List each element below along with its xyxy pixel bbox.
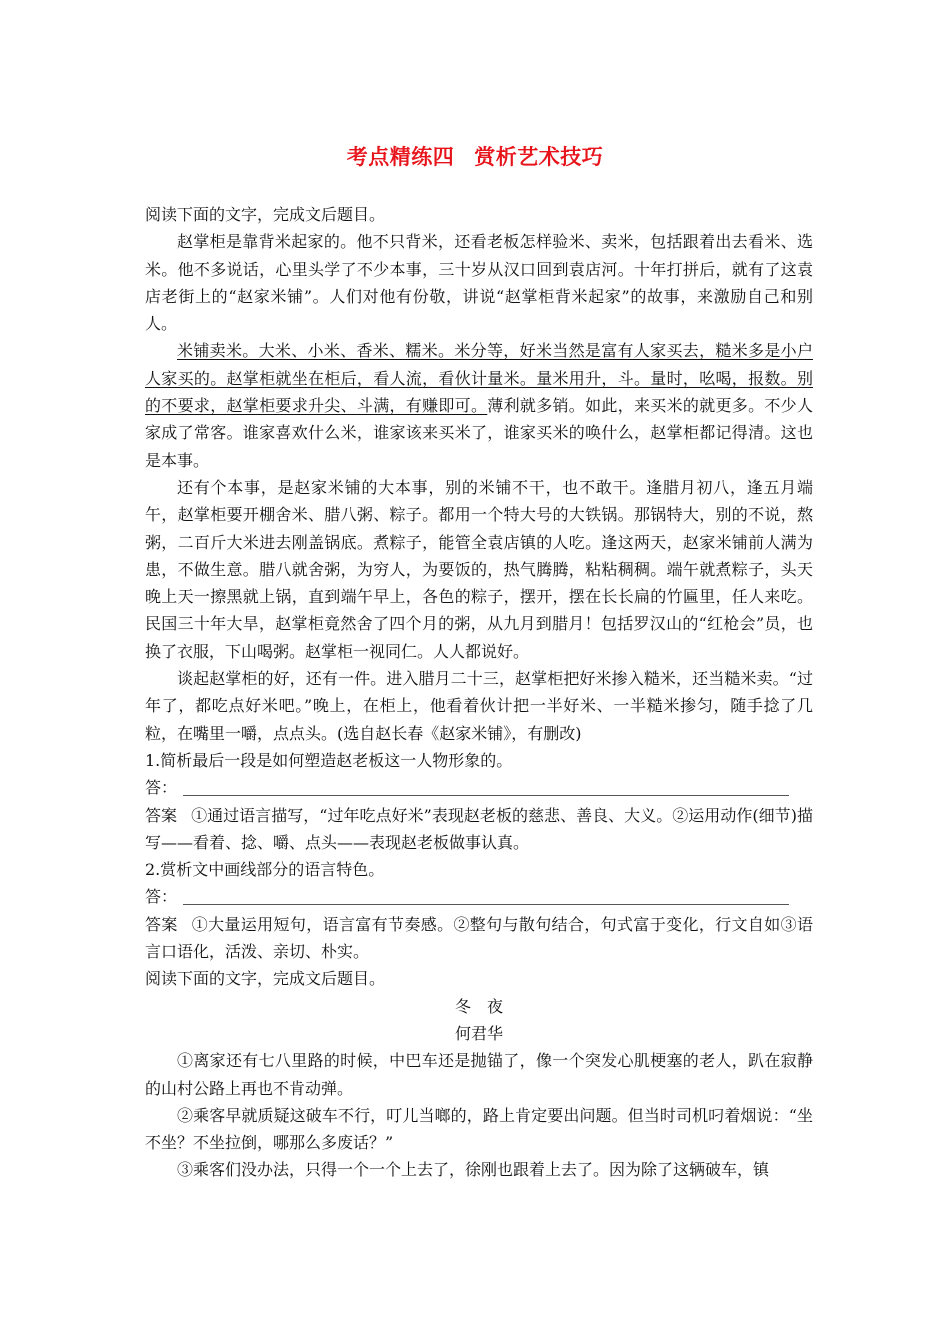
passage2-paragraph-3: ③乘客们没办法，只得一个一个上去了，徐刚也跟着上去了。因为除了这辆破车，镇: [177, 1160, 770, 1180]
passage1-paragraph-4: 谈起赵掌柜的好，还有一件。进入腊月二十三，赵掌柜把好米掺入糙米，还当糙米卖。“过年了，都吃点好米吧。”晚上，在柜上，他看着伙计把一半好米、一半糙米掺匀，随手捻了几粒，在嘴里一嚼，点点头。(选自赵长春《赵家米铺》，有删改): [145, 669, 813, 743]
answer-prompt-1: 答：: [145, 778, 178, 798]
section2-instruction: 阅读下面的文字，完成文后题目。: [145, 969, 386, 989]
answer-line-1: [145, 774, 813, 801]
question-2: 2.赏析文中画线部分的语言特色。: [145, 860, 385, 880]
answer-label-2: 答案: [145, 914, 178, 934]
answer-text-1: ①通过语言描写，“过年吃点好米”表现赵老板的慈悲、善良、大义。②运用动作(细节)描写——看着、捻、嚼、点头——表现赵老板做事认真。: [145, 805, 813, 852]
answer-1: [145, 802, 813, 857]
story-title: 冬 夜: [454, 996, 503, 1016]
passage2-paragraph-1: ①离家还有七八里路的时候，中巴车还是抛锚了，像一个突发心肌梗塞的老人，趴在寂静的山村公路上再也不肯动弹。: [145, 1051, 813, 1098]
passage1-paragraph-3: 还有个本事，是赵家米铺的大本事，别的米铺不干，也不敢干。逢腊月初八，逢五月端午，赵掌柜要开棚舍米、腊八粥、粽子。都用一个特大号的大铁锅。那锅特大，别的不说，熬粥，二百斤大米进去刚盖锅底。煮粽子，能管全袁店镇的人吃。逢这两天，赵家米铺前人满为患，不做生意。腊八就舍粥，为穷人，为要饭的，热气腾腾，粘粘稠稠。端午就煮粽子，头天晚上天一擦黑就上锅，直到端午早上，各色的粽子，摆开，摆在长长扁的竹匾里，任人来吃。民国三十年大旱，赵掌柜竟然舍了四个月的粥，从九月到腊月！包括罗汉山的“红枪会”员，也换了衣服，下山喝粥。赵掌柜一视同仁。人人都说好。: [145, 477, 813, 661]
answer-rule-1: [183, 795, 789, 796]
answer-label-1: 答案: [145, 805, 178, 825]
answer-prompt-2: 答：: [145, 887, 178, 907]
section1-instruction: 阅读下面的文字，完成文后题目。: [145, 205, 386, 224]
question-1: 1.简析最后一段是如何塑造赵老板这一人物形象的。: [145, 750, 513, 770]
title-part-2: 赏析艺术技巧: [474, 144, 604, 169]
underlined-passage: 米铺卖米。大米、小米、香米、糯米。米分等，好米当然是富有人家买去，糙米多是小户人家买的。赵掌柜就坐在柜后，看人流，看伙计量米。量米用升，斗。量时，吆喝，报数。别的不要求，赵掌柜要求升尖、斗满，有赚即可。: [145, 341, 813, 416]
answer-text-2: ①大量运用短句，语言富有节奏感。②整句与散句结合，句式富于变化，行文自如③语言口语化，活泼、亲切、朴实。: [145, 914, 813, 962]
story-author: 何君华: [454, 1023, 503, 1043]
passage2-paragraph-2: ②乘客早就质疑这破车不行，叮儿当啷的，路上肯定要出问题。但当时司机叼着烟说：“坐不坐？不坐拉倒，哪那么多废话？”: [145, 1105, 813, 1153]
passage1-paragraph-2-rest: 薄利就多销。如此，来买米的就更多。不少人家成了常客。谁家喜欢什么米，谁家该来买米了，谁家买米的唤什么，赵掌柜都记得清。这也是本事。: [145, 396, 813, 470]
title-part-1: 考点精练四: [346, 144, 455, 169]
passage1-paragraph-1: 赵掌柜是靠背米起家的。他不只背米，还看老板怎样验米、卖米，包括跟着出去看米、选米。他不多说话，心里头学了不少本事，三十岁从汉口回到袁店河。十年打拼后，就有了这袁店老街上的“赵家米铺”。人们对他有份敬，讲说“赵掌柜背米起家”的故事，来激励自己和别人。: [145, 232, 813, 334]
answer-line-2: [145, 883, 813, 910]
answer-rule-2: [183, 904, 789, 905]
passage1-paragraph-2: [145, 337, 813, 473]
document-body: [145, 201, 813, 1184]
answer-2: [145, 911, 813, 966]
page-title: [0, 142, 950, 172]
